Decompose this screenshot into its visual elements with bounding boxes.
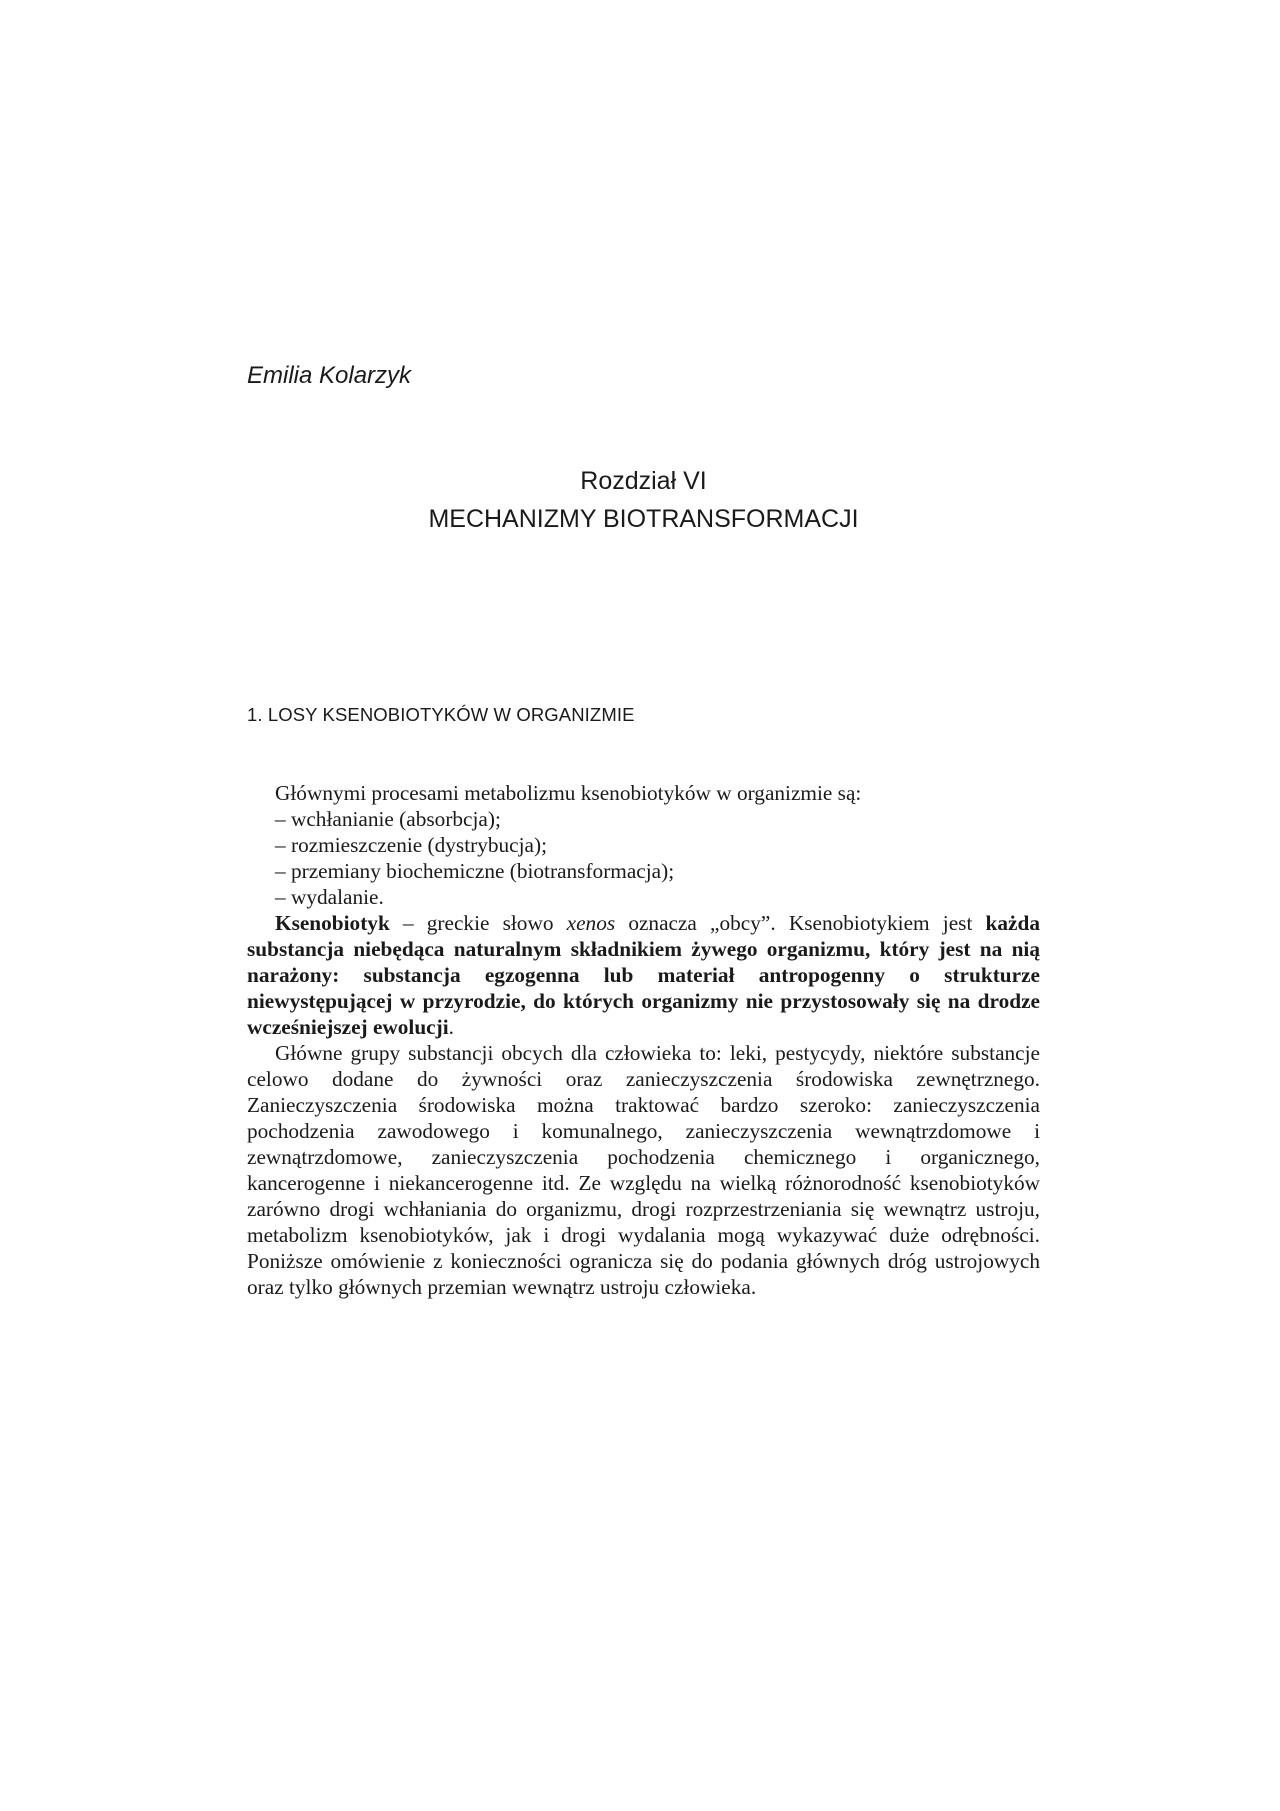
section-heading: 1. LOSY KSENOBIOTYKÓW W ORGANIZMIE [247, 704, 635, 725]
chapter-title: MECHANIZMY BIOTRANSFORMACJI [428, 505, 859, 533]
list-item: – wchłanianie (absorbcja); [275, 807, 501, 831]
greek-word: xenos [566, 911, 616, 935]
intro-paragraph: Głównymi procesami metabolizmu ksenobiotyków w organizmie są: [275, 781, 862, 805]
list-item: – wydalanie. [275, 885, 384, 909]
list-item: – rozmieszczenie (dystrybucja); [275, 833, 548, 857]
list-item: – przemiany biochemiczne (biotransformacja); [275, 859, 675, 883]
definition-term: Ksenobiotyk [275, 911, 390, 935]
body-text [247, 780, 1040, 1300]
chapter-number: Rozdział VI [580, 467, 707, 495]
author-name: Emilia Kolarzyk [247, 362, 412, 389]
definition-paragraph [247, 910, 1040, 1040]
groups-paragraph: Główne grupy substancji obcych dla człowieka to: leki, pestycydy, niektóre substancje celowo dodane do żywności oraz zanieczyszczenia środowiska zewnętrznego. Zanieczyszczenia środowiska można traktować bardzo szeroko: zanieczyszczenia pochodzenia zawodowego i komunalnego, zanieczyszczenia wewnątrzdomowe i zewnątrzdomowe, zanieczyszczenia pochodzenia chemicznego i organicznego, kancerogenne i niekancerogenne itd. Ze względu na wielką różnorodność ksenobiotyków zarówno drogi wchłaniania do organizmu, drogi rozprzestrzeniania się wewnątrz ustroju, metabolizm ksenobiotyków, jak i drogi wydalania mogą wykazywać duże odrębności. Poniższe omówienie z konieczności ogranicza się do podania głównych dróg ustrojowych oraz tylko głównych przemian wewnątrz ustroju człowieka. [247, 1041, 1040, 1299]
definition-text: – greckie słowo [389, 911, 567, 935]
process-list [247, 806, 1040, 910]
definition-end: . [448, 1015, 454, 1039]
definition-text: oznacza „obcy”. Ksenobiotykiem jest [615, 911, 986, 935]
definition-bold: każda substancja niebędąca naturalnym składnikiem żywego organizmu, który jest na nią narażony: substancja egzogenna lub materiał antropogenny o strukturze niewystępującej w przyrodzie, do których organizmy nie przystosowały się na drodze wcześniejszej ewolucji [247, 911, 1040, 1039]
